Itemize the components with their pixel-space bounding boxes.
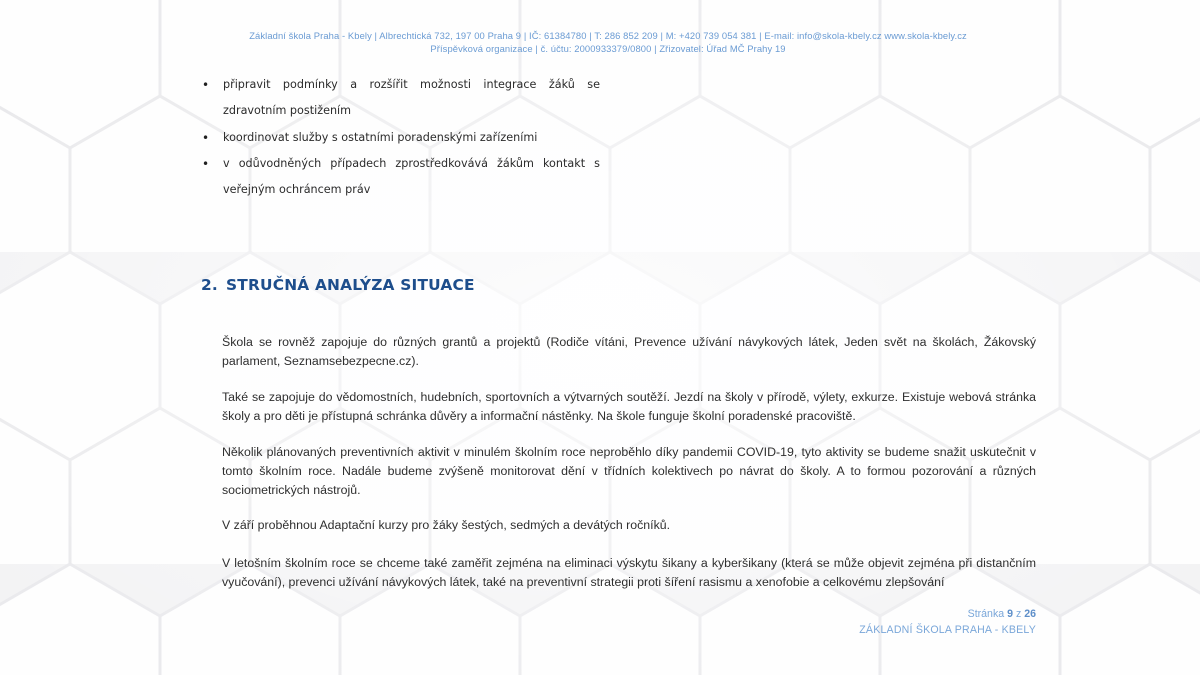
page-word: Stránka <box>967 608 1005 620</box>
bullet-icon: • <box>202 78 210 92</box>
section-title: STRUČNÁ ANALÝZA SITUACE <box>225 276 475 294</box>
page-number <box>968 608 1036 620</box>
page-total: 26 <box>1024 608 1036 620</box>
footer-school-name: ZÁKLADNÍ ŠKOLA PRAHA - KBELY <box>859 624 1036 636</box>
bullet-item <box>200 72 600 124</box>
paragraph-bullying-prevention: V letošním školním roce se chceme také zaměřit zejména na eliminaci výskytu šikany a kyberšikany (která se může objevit zejména při distančním vyučování), prevenci užívání návykových látek, také na preventivní strategii proti šíření rasismu a xenofobie a celkovému zlepšování <box>222 556 1036 589</box>
page-of: z <box>1015 608 1022 620</box>
bullet-text: připravit podmínky a rozšířit možnosti integrace žáků se zdravotním postižením <box>223 78 600 117</box>
paragraph-grants: Škola se rovněž zapojuje do různých grantů a projektů (Rodiče vítáni, Prevence užívání návykových látek, Jeden svět na školách, Žákovský parlament, Seznamsebezpecne.cz). <box>222 335 1036 368</box>
bullet-icon: • <box>202 131 210 145</box>
letterhead-contact-line: Základní škola Praha - Kbely | Albrechtická 732, 197 00 Praha 9 | IČ: 61384780 | T: 286 852 209 | M: +420 739 054 381 | E-mail: info@skola-kbely.cz www.skola-kbely.cz <box>249 30 967 41</box>
paragraph-adaptation-courses: V září proběhnou Adaptační kurzy pro žáky šestých, sedmých a devátých ročníků. <box>222 518 671 532</box>
bullet-item <box>200 151 600 203</box>
bullet-list <box>200 72 600 203</box>
bullet-item <box>200 125 600 151</box>
section-heading <box>201 276 475 294</box>
page-current: 9 <box>1007 608 1013 620</box>
paragraph-covid-activities: Několik plánovaných preventivních aktivit v minulém školním roce neproběhlo díky pandemii COVID-19, tyto aktivity se budeme snažit uskutečnit v tomto školním roce. Nadále budeme zvýšeně monitorovat dění v třídních kolektivech po návrat do školy. A to formou pozorování a různých sociometrických nástrojů. <box>222 445 1036 497</box>
paragraph-competitions: Také se zapojuje do vědomostních, hudebních, sportovních a výtvarných soutěží. Jezdí na školy v přírodě, výlety, exkurze. Existuje webová stránka školy a pro děti je přístupná schránka důvěry a informační nástěnky. Na škole funguje školní poradenské pracoviště. <box>222 390 1036 423</box>
bullet-text: v odůvodněných případech zprostředkovává žákům kontakt s veřejným ochráncem práv <box>223 157 600 196</box>
letterhead-organization-line: Příspěvková organizace | č. účtu: 2000933379/0800 | Zřizovatel: Úřad MČ Prahy 19 <box>430 43 786 54</box>
bullet-icon: • <box>202 157 210 171</box>
bullet-text: koordinovat služby s ostatními poradenskými zařízeními <box>223 131 538 144</box>
section-number: 2. <box>201 276 218 294</box>
